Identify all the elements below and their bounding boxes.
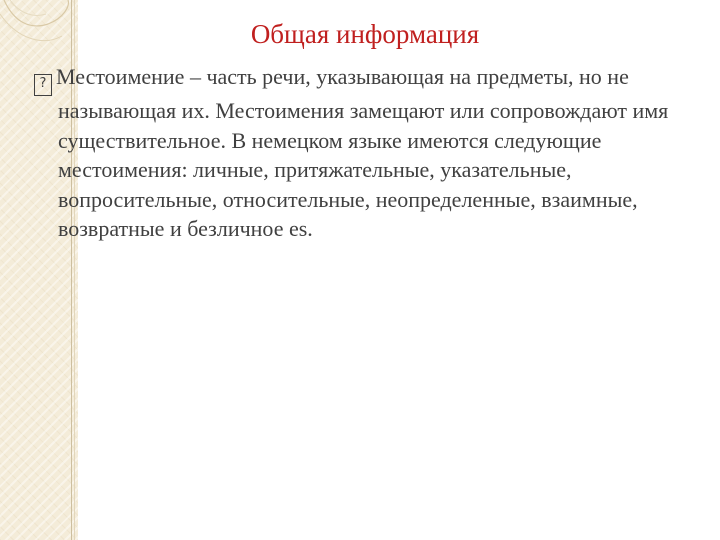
slide-body — [34, 62, 694, 244]
paragraph-text: Местоимение – часть речи, указывающая на предметы, но не называющая их. Местоимения замещают или сопровождают имя существительное. В немецком языке имеются следующие местоимения: личные, притяжательные, указательные, вопросительные, относительные, неопределенные, взаимные, возвратные и безличное es. — [56, 64, 669, 241]
bullet-box-icon: ? — [34, 74, 52, 96]
bullet-paragraph — [34, 62, 694, 244]
slide-title: Общая информация — [250, 19, 480, 49]
